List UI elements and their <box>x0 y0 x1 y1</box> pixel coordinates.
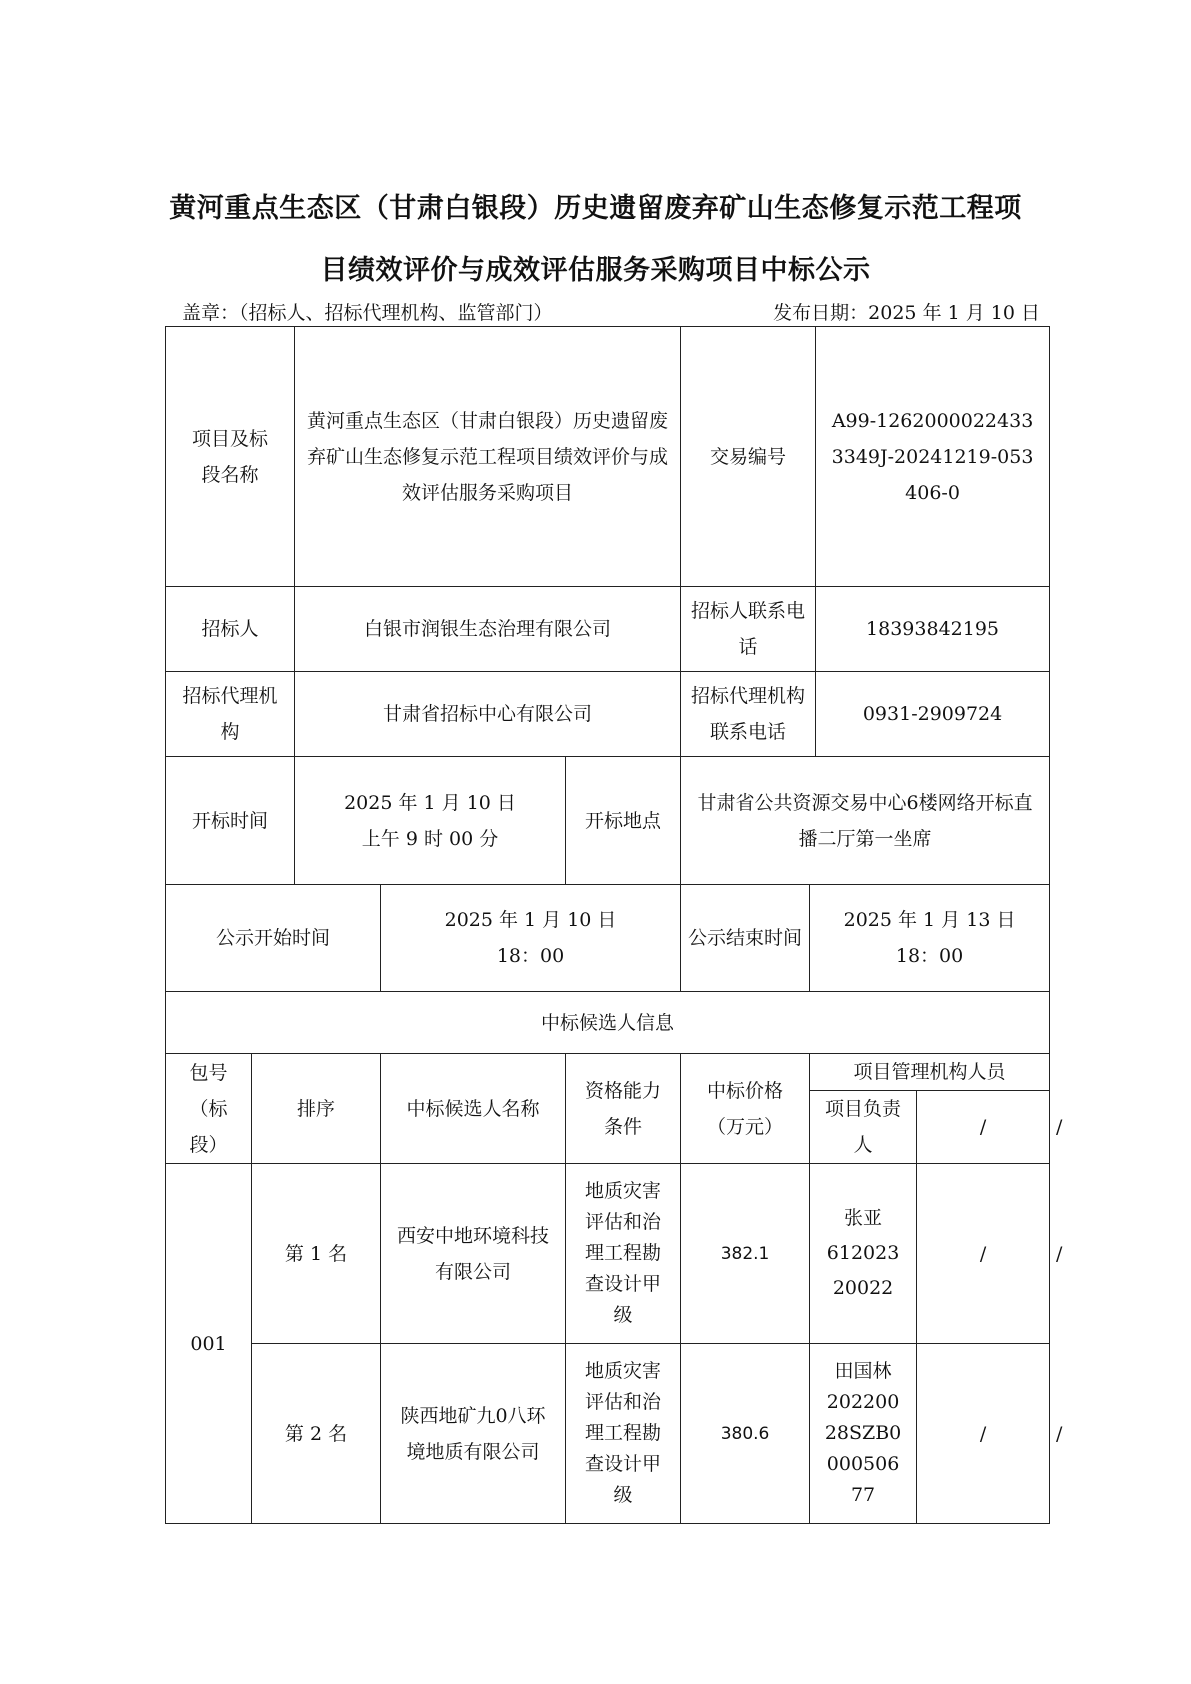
opening-place-label: 开标地点 <box>566 757 681 885</box>
header-rank: 排序 <box>252 1054 381 1164</box>
publicity-row <box>166 885 1050 992</box>
candidate-price: 380.6 <box>681 1344 810 1524</box>
agency-value: 甘肃省招标中心有限公司 <box>295 672 681 757</box>
opening-time-date: 2025 年 1 月 10 日 <box>344 791 516 814</box>
notice-title-line-1: 黄河重点生态区（甘肃白银段）历史遗留废弃矿山生态修复示范工程项 <box>169 193 1022 224</box>
header-project-leader: 项目负责人 <box>810 1091 917 1164</box>
publicity-start-hour: 18：00 <box>496 945 565 967</box>
header-candidate-name: 中标候选人名称 <box>381 1054 566 1164</box>
candidate-row-2: 第 2 名 陕西地矿九0八环境地质有限公司 地质灾害评估和治理工程勘查设计甲级 380.6 田国林 20220028SZB000050677 / / <box>166 1344 1050 1524</box>
package-number: 001 <box>166 1164 252 1524</box>
publicity-end-hour: 18：00 <box>895 945 964 967</box>
agency-phone-label-line-1: 招标代理机构 <box>691 685 806 707</box>
tenderer-value: 白银市润银生态治理有限公司 <box>295 587 681 672</box>
agency-phone-label-line-2: 联系电话 <box>710 721 787 743</box>
tenderer-label: 招标人 <box>166 587 295 672</box>
candidate-row-1: 001 第 1 名 西安中地环境科技有限公司 地质灾害评估和治理工程勘查设计甲级 382.1 张亚 61202320022 / / <box>166 1164 1050 1344</box>
candidate-qualification: 地质灾害评估和治理工程勘查设计甲级 <box>566 1164 681 1344</box>
transaction-code-label: 交易编号 <box>681 327 816 587</box>
opening-place-value: 甘肃省公共资源交易中心6楼网络开标直播二厅第一坐席 <box>681 757 1050 885</box>
agency-row <box>166 672 1050 757</box>
notice-title-line-2: 目绩效评价与成效评估服务采购项目中标公示 <box>320 255 871 286</box>
candidates-section-title: 中标候选人信息 <box>166 992 1050 1054</box>
header-qualification: 资格能力条件 <box>566 1054 681 1164</box>
project-row <box>166 327 1050 587</box>
candidates-subheader-row: 项目负责人 / / <box>166 1091 1050 1164</box>
tenderer-row <box>166 587 1050 672</box>
tenderer-phone-label: 招标人联系电话 <box>681 587 816 672</box>
candidate-rank: 第 2 名 <box>252 1344 381 1524</box>
publicity-end-date: 2025 年 1 月 13 日 <box>843 909 1016 931</box>
candidate-name: 陕西地矿九0八环境地质有限公司 <box>381 1344 566 1524</box>
header-slash-1: / <box>917 1091 1050 1164</box>
candidate-leader <box>810 1344 917 1524</box>
header-mgmt-personnel: 项目管理机构人员 <box>810 1054 1050 1091</box>
transaction-code-value: A99-12620000224333349J-20241219-053406-0 <box>816 327 1050 587</box>
project-name-value: 黄河重点生态区（甘肃白银段）历史遗留废弃矿山生态修复示范工程项目绩效评价与成效评估服务采购项目 <box>295 327 681 587</box>
project-name-label: 项目及标段名称 <box>166 327 295 587</box>
tenderer-phone-value: 18393842195 <box>816 587 1050 672</box>
publicity-start-date: 2025 年 1 月 10 日 <box>444 909 617 931</box>
candidates-section-row <box>166 992 1050 1054</box>
opening-time-label: 开标时间 <box>166 757 295 885</box>
header-price: 中标价格（万元） <box>681 1054 810 1164</box>
agency-phone-value: 0931-2909724 <box>816 672 1050 757</box>
candidate-mgmt-col-1: / <box>917 1344 1050 1524</box>
candidate-name: 西安中地环境科技有限公司 <box>381 1164 566 1344</box>
candidate-leader-name: 田国林 <box>834 1360 892 1382</box>
candidate-leader <box>810 1164 917 1344</box>
publicity-start-label: 公示开始时间 <box>166 885 381 992</box>
agency-phone-label <box>681 672 816 757</box>
agency-label: 招标代理机构 <box>166 672 295 757</box>
opening-row <box>166 757 1050 885</box>
opening-time-value <box>295 757 566 885</box>
publicity-end-label: 公示结束时间 <box>681 885 810 992</box>
candidate-price: 382.1 <box>681 1164 810 1344</box>
opening-time-hour: 上午 9 时 00 分 <box>361 827 499 850</box>
publicity-start-value <box>381 885 681 992</box>
publicity-end-value <box>810 885 1050 992</box>
header-package: 包号（标段） <box>166 1054 252 1164</box>
candidate-leader-id: 61202320022 <box>826 1242 900 1299</box>
candidate-leader-id: 20220028SZB000050677 <box>824 1391 902 1506</box>
candidate-mgmt-col-1: / <box>917 1164 1050 1344</box>
candidate-rank: 第 1 名 <box>252 1164 381 1344</box>
candidates-header-row <box>166 1054 1050 1091</box>
candidate-leader-name: 张亚 <box>844 1207 883 1229</box>
bid-notice-table <box>165 326 1063 1524</box>
stamp-line: 盖章：（招标人、招标代理机构、监管部门） <box>182 302 553 324</box>
candidate-qualification: 地质灾害评估和治理工程勘查设计甲级 <box>566 1344 681 1524</box>
publish-date: 发布日期：2025 年 1 月 10 日 <box>773 302 1040 324</box>
